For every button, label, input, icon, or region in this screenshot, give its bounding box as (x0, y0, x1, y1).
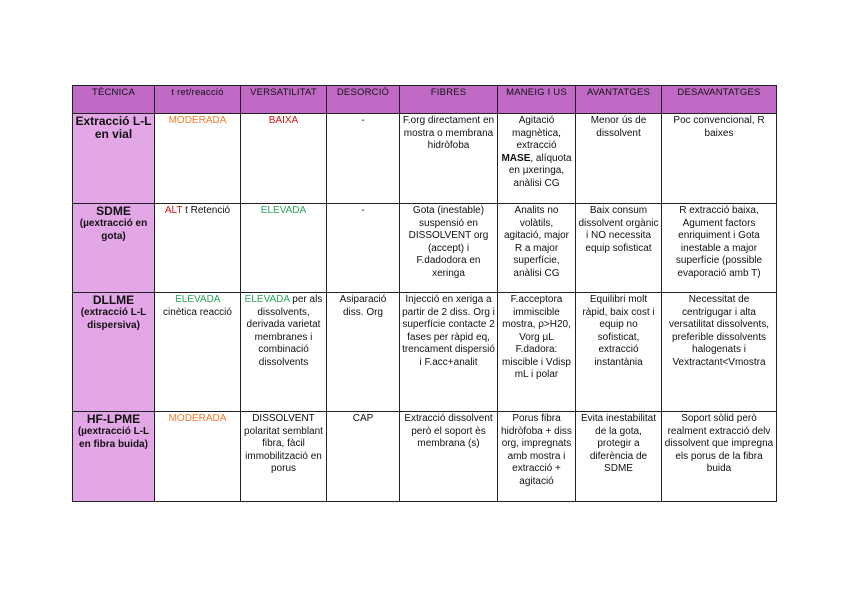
t-ret-cell (155, 204, 241, 293)
fibres-cell: F.org directament en mostra o membrana hidròfoba (400, 114, 498, 204)
table-row (73, 293, 777, 412)
versatilitat-extra: per als dissolvents, derivada varietat membranes i combinació dissolvents (246, 294, 323, 368)
row-header-cell (73, 204, 155, 293)
header-desavantatges: DESAVANTATGES (662, 86, 777, 114)
header-avantatges: AVANTATGES (576, 86, 662, 114)
fibres-cell: Gota (inestable) suspensió en DISSOLVENT org (accept) i F.dadodora en xeringa (400, 204, 498, 293)
t-ret-extra: t Retenció (182, 205, 231, 216)
maneig-cell (498, 412, 576, 502)
desavantatges-cell: Soport sòlid però realment extracció delv dissolvent que impregna els porus de la fibra buida (662, 412, 777, 502)
maneig-text-end: , alíquota en µxeringa, anàlisi CG (508, 152, 572, 189)
versatilitat-cell (241, 293, 327, 412)
technique-subtitle: (extracció L-L dispersiva) (80, 307, 147, 331)
header-fibres: FIBRES (400, 86, 498, 114)
t-ret-cell (155, 114, 241, 204)
versatilitat-cell (241, 114, 327, 204)
maneig-cell (498, 204, 576, 293)
avantatges-cell: Evita inestabilitat de la gota, protegir a diferència de SDME (576, 412, 662, 502)
technique-name: HF-LPME (86, 412, 141, 426)
versatilitat-extra: DISSOLVENT polaritat semblant fibra, fàcil immobilització en porus (244, 413, 323, 474)
avantatges-cell: Menor ús de dissolvent (576, 114, 662, 204)
header-t-ret: t ret/reacció (155, 86, 241, 114)
desorcio-cell: CAP (327, 412, 400, 502)
technique-name: DLLME (92, 293, 135, 307)
header-versatilitat: VERSATILITAT (241, 86, 327, 114)
row-header-cell (73, 293, 155, 412)
maneig-cell (498, 293, 576, 412)
maneig-text: F.acceptora immiscible mostra, (502, 294, 563, 330)
desorcio-cell: Asiparació diss. Org (327, 293, 400, 412)
header-tecnica: TÈCNICA (73, 86, 155, 114)
row-header-cell (73, 114, 155, 204)
maneig-text: Agitació magnètica, extracció (512, 115, 561, 151)
t-ret-cell (155, 412, 241, 502)
desavantatges-cell: Necessitat de centrigugar i alta versatilitat dissolvents, preferible dissolvents halogenats i Vextractant<Vmostra (662, 293, 777, 412)
technique-name: SDME (96, 204, 131, 218)
versatilitat-value: ELEVADA (260, 205, 307, 216)
table-row (73, 204, 777, 293)
t-ret-value: ELEVADA (175, 294, 220, 305)
maneig-text-end: ρ>H20, Vorg µL F.dadora: miscible i Vdisp mL i polar (502, 319, 571, 380)
t-ret-value: MODERADA (168, 413, 227, 424)
avantatges-cell: Equilibri molt ràpid, baix cost i equip no sofisticat, extracció instantània (576, 293, 662, 412)
fibres-cell: Extracció dissolvent però el soport ès membrana (s) (400, 412, 498, 502)
table-row (73, 114, 777, 204)
t-ret-value: ALT (164, 205, 183, 216)
maneig-text: Analits no volàtils, agitació, major R a major superfície, anàlisi CG (503, 205, 570, 279)
maneig-bold: MASE (501, 152, 531, 164)
t-ret-extra: cinètica reacció (163, 306, 232, 318)
t-ret-value: MODERADA (168, 115, 227, 126)
technique-subtitle: (µextracció en gota) (79, 218, 148, 242)
versatilitat-value: BAIXA (268, 115, 299, 126)
versatilitat-cell (241, 204, 327, 293)
maneig-text: Porus fibra hidròfoba + diss org, impregnats amb mostra i extracció + agitació (501, 413, 572, 487)
avantatges-cell: Baix consum dissolvent orgànic i NO necessita equip sofisticat (576, 204, 662, 293)
maneig-cell (498, 114, 576, 204)
desorcio-cell: - (327, 204, 400, 293)
row-header-cell (73, 412, 155, 502)
desavantatges-cell: R extracció baixa, Agument factors enriquiment i Gota inestable a major superfície (possible evaporació amb T) (662, 204, 777, 293)
header-desorcio: DESORCIÓ (327, 86, 400, 114)
versatilitat-cell (241, 412, 327, 502)
comparison-table (72, 85, 777, 502)
technique-name: Extracció L-L en vial (75, 114, 152, 141)
fibres-cell: Injecció en xeriga a partir de 2 diss. Org i superfície contacte 2 fases per ràpid eq, trencament dispersió i F.acc+analit (400, 293, 498, 412)
versatilitat-value: ELEVADA (244, 294, 290, 305)
t-ret-cell (155, 293, 241, 412)
table-row (73, 412, 777, 502)
header-maneig: MANEIG I US (498, 86, 576, 114)
desavantatges-cell: Poc convencional, R baixes (662, 114, 777, 204)
desorcio-cell: - (327, 114, 400, 204)
header-row (73, 86, 777, 114)
technique-subtitle: (µextracció L-L en fibra buida) (77, 426, 150, 450)
